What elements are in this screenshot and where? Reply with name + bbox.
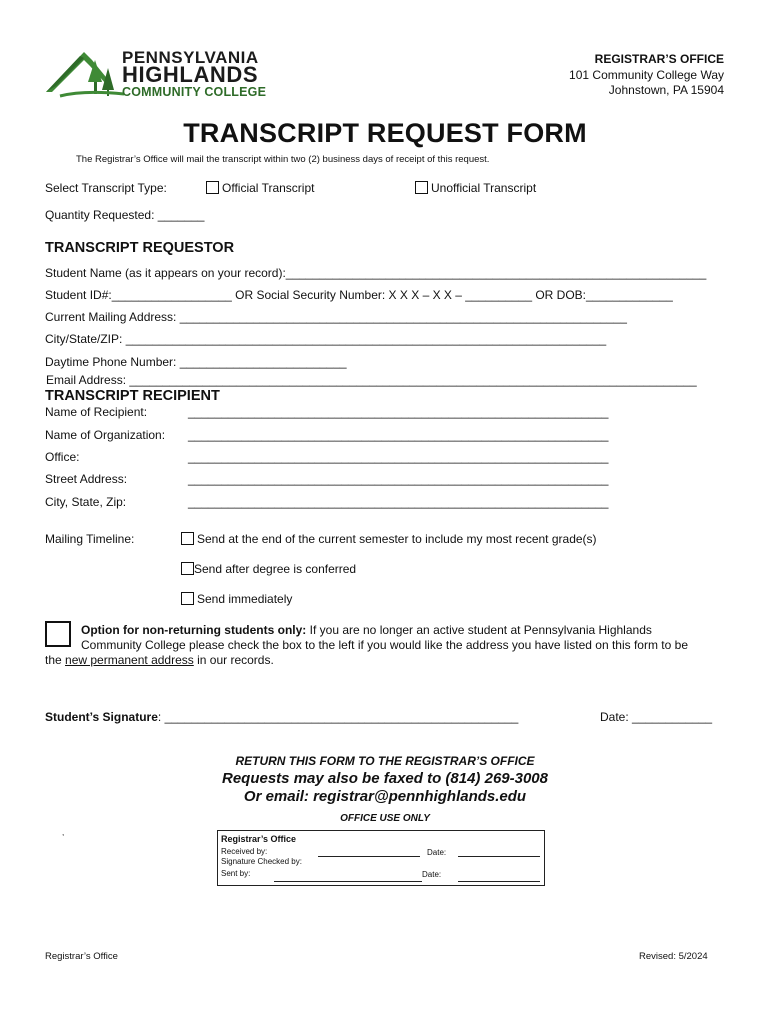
requestor-heading: TRANSCRIPT REQUESTOR — [45, 240, 235, 256]
recipient-heading: TRANSCRIPT RECIPIENT — [45, 388, 220, 404]
date-2-label: Date: — [422, 870, 442, 879]
recipient-name-field[interactable]: _______________________________________________________________ — [188, 405, 609, 419]
mailing-timeline-label: Mailing Timeline: — [45, 532, 135, 546]
logo-line-1: PENNSYLVANIA — [122, 48, 259, 67]
send-immediately-checkbox[interactable] — [181, 592, 194, 605]
logo-line-3: COMMUNITY COLLEGE — [122, 85, 267, 99]
unofficial-transcript-checkbox[interactable] — [415, 181, 428, 194]
date-1-line[interactable] — [458, 856, 540, 857]
recipient-name-label: Name of Recipient: — [45, 405, 148, 419]
non-returning-bold: Option for non-returning students only: — [81, 623, 307, 637]
return-instruction: RETURN THIS FORM TO THE REGISTRAR’S OFFICE — [235, 754, 535, 768]
mountain-tree-logo-icon — [44, 46, 126, 102]
stray-mark: , — [62, 828, 65, 837]
signature-row[interactable] — [45, 710, 518, 724]
official-transcript-checkbox[interactable] — [206, 181, 219, 194]
page-subtitle: The Registrar’s Office will mail the transcript within two (2) business days of receipt of this request. — [76, 154, 490, 165]
send-immediately-label: Send immediately — [197, 592, 293, 606]
city-state-zip-label: City, State, Zip: — [45, 495, 127, 509]
non-returning-line-3 — [45, 653, 274, 667]
fax-instruction: Requests may also be faxed to (814) 269-3008 — [222, 770, 548, 787]
degree-conferred-checkbox[interactable] — [181, 562, 194, 575]
organization-label: Name of Organization: — [45, 428, 166, 442]
street-address-field[interactable]: _______________________________________________________________ — [188, 472, 609, 486]
student-id-field[interactable]: Student ID#:__________________ OR Social Security Number: X X X – X X – __________ OR DOB:_____________ — [45, 288, 673, 302]
non-returning-text-3-pre: the — [45, 653, 66, 667]
quantity-field[interactable]: Quantity Requested: _______ — [45, 208, 205, 222]
signature-label: Student’s Signature — [45, 710, 158, 724]
official-transcript-option[interactable] — [206, 181, 314, 195]
non-returning-checkbox[interactable] — [45, 621, 71, 647]
logo-line-2: HIGHLANDS — [122, 62, 259, 87]
non-returning-line-2: Community College please check the box to the left if you would like the address you have listed on this form to be — [81, 638, 688, 652]
degree-conferred-label: Send after degree is conferred — [194, 562, 357, 576]
city-state-zip-field[interactable]: City/State/ZIP: ________________________________________________________________________ — [45, 332, 607, 346]
transcript-type-label: Select Transcript Type: — [45, 181, 167, 195]
email-field[interactable]: Email Address: _____________________________________________________________________________________ — [46, 373, 697, 387]
date-2-line[interactable] — [458, 881, 540, 882]
page-title: TRANSCRIPT REQUEST FORM — [183, 118, 587, 148]
signature-checked-label: Signature Checked by: — [221, 857, 302, 866]
organization-field[interactable]: _______________________________________________________________ — [188, 428, 609, 442]
signature-line[interactable]: : _____________________________________________________ — [157, 710, 519, 724]
sent-by-line[interactable] — [274, 881, 422, 882]
signature-date-field[interactable]: Date: ____________ — [600, 710, 713, 724]
street-address-label: Street Address: — [45, 472, 128, 486]
non-returning-text-1: If you are no longer an active student at Pennsylvania Highlands — [306, 623, 652, 637]
timeline-option-degree-conferred[interactable] — [181, 562, 356, 576]
date-1-label: Date: — [427, 848, 447, 857]
timeline-option-end-of-semester[interactable] — [181, 532, 597, 546]
office-name: REGISTRAR’S OFFICE — [594, 52, 724, 66]
non-returning-line-1 — [81, 623, 652, 637]
new-permanent-address-text: new permanent address — [65, 653, 194, 667]
timeline-option-immediately[interactable] — [181, 592, 292, 606]
footer-revised: Revised: 5/2024 — [639, 951, 708, 962]
office-box-title: Registrar’s Office — [221, 834, 297, 844]
mailing-address-field[interactable]: Current Mailing Address: ___________________________________________________________________ — [45, 310, 627, 324]
office-field[interactable]: _______________________________________________________________ — [188, 450, 609, 464]
sent-by-label: Sent by: — [221, 869, 251, 878]
student-name-field[interactable]: Student Name (as it appears on your record):_______________________________________________________________ — [45, 266, 707, 280]
unofficial-transcript-option[interactable] — [415, 181, 536, 195]
received-by-label: Received by: — [221, 847, 268, 856]
office-city: Johnstown, PA 15904 — [608, 83, 724, 97]
recipient-city-state-zip-field[interactable]: _______________________________________________________________ — [188, 495, 609, 509]
end-of-semester-label: Send at the end of the current semester to include my most recent grade(s) — [197, 532, 597, 546]
unofficial-transcript-label: Unofficial Transcript — [431, 181, 537, 195]
phone-field[interactable]: Daytime Phone Number: _________________________ — [45, 355, 347, 369]
email-instruction: Or email: registrar@pennhighlands.edu — [243, 788, 527, 805]
office-label: Office: — [45, 450, 80, 464]
received-by-line[interactable] — [318, 856, 420, 857]
end-of-semester-checkbox[interactable] — [181, 532, 194, 545]
office-street: 101 Community College Way — [569, 68, 724, 82]
office-use-heading: OFFICE USE ONLY — [340, 813, 430, 824]
office-use-box — [217, 830, 545, 886]
footer-left: Registrar’s Office — [45, 951, 118, 962]
official-transcript-label: Official Transcript — [222, 181, 315, 195]
non-returning-text-3-post: in our records. — [193, 653, 274, 667]
